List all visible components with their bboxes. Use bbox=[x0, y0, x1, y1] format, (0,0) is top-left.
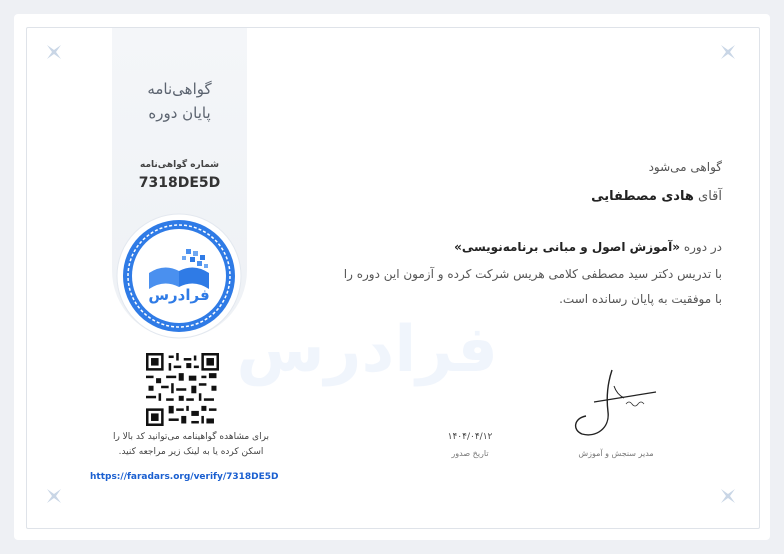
qr-code[interactable] bbox=[146, 353, 219, 426]
issue-date: ۱۴۰۴/۰۴/۱۲ bbox=[447, 432, 493, 442]
ribbon-title-line2: پایان دوره bbox=[148, 104, 211, 122]
watermark-logo bbox=[236, 300, 498, 400]
badge-logo-text: فرادرس bbox=[148, 286, 210, 304]
signer-label: مدیر سنجش و آموزش bbox=[578, 449, 654, 458]
corner-ornament-icon bbox=[46, 488, 62, 504]
certificate-number-label: شماره گواهی‌نامه bbox=[140, 160, 219, 170]
watermark-text: فرادرس bbox=[236, 313, 498, 387]
course-prefix: در دوره bbox=[683, 240, 722, 254]
course-title: «آموزش اصول و مبانی برنامه‌نویسی» bbox=[454, 240, 680, 254]
certify-text: گواهی می‌شود bbox=[648, 160, 722, 174]
corner-ornament-icon bbox=[720, 488, 736, 504]
body-line3: با موفقیت به پایان رسانده است. bbox=[559, 292, 722, 306]
recipient-line bbox=[591, 189, 722, 204]
body-line2: با تدریس دکتر سید مصطفی کلامی هریس شرکت کرده و آزمون این دوره را bbox=[343, 267, 722, 281]
verify-link[interactable]: https://faradars.org/verify/7318DE5D bbox=[90, 472, 279, 482]
name-prefix: آقای bbox=[698, 189, 722, 204]
ribbon-title-line1: گواهی‌نامه bbox=[147, 80, 212, 98]
corner-ornament-icon bbox=[46, 44, 62, 60]
course-line bbox=[454, 240, 722, 254]
recipient-name: هادی مصطفایی bbox=[591, 189, 694, 204]
issue-date-label: تاریخ صدور bbox=[451, 449, 489, 458]
signature-image bbox=[568, 362, 658, 444]
corner-ornament-icon bbox=[720, 44, 736, 60]
qr-note-line2: اسکن کرده یا به لینک زیر مراجعه کنید. bbox=[118, 447, 264, 457]
qr-note-line1: برای مشاهده گواهینامه می‌توانید کد بالا را bbox=[112, 432, 270, 442]
certificate-number: 7318DE5D bbox=[138, 175, 221, 191]
faradars-badge-icon bbox=[116, 213, 242, 339]
